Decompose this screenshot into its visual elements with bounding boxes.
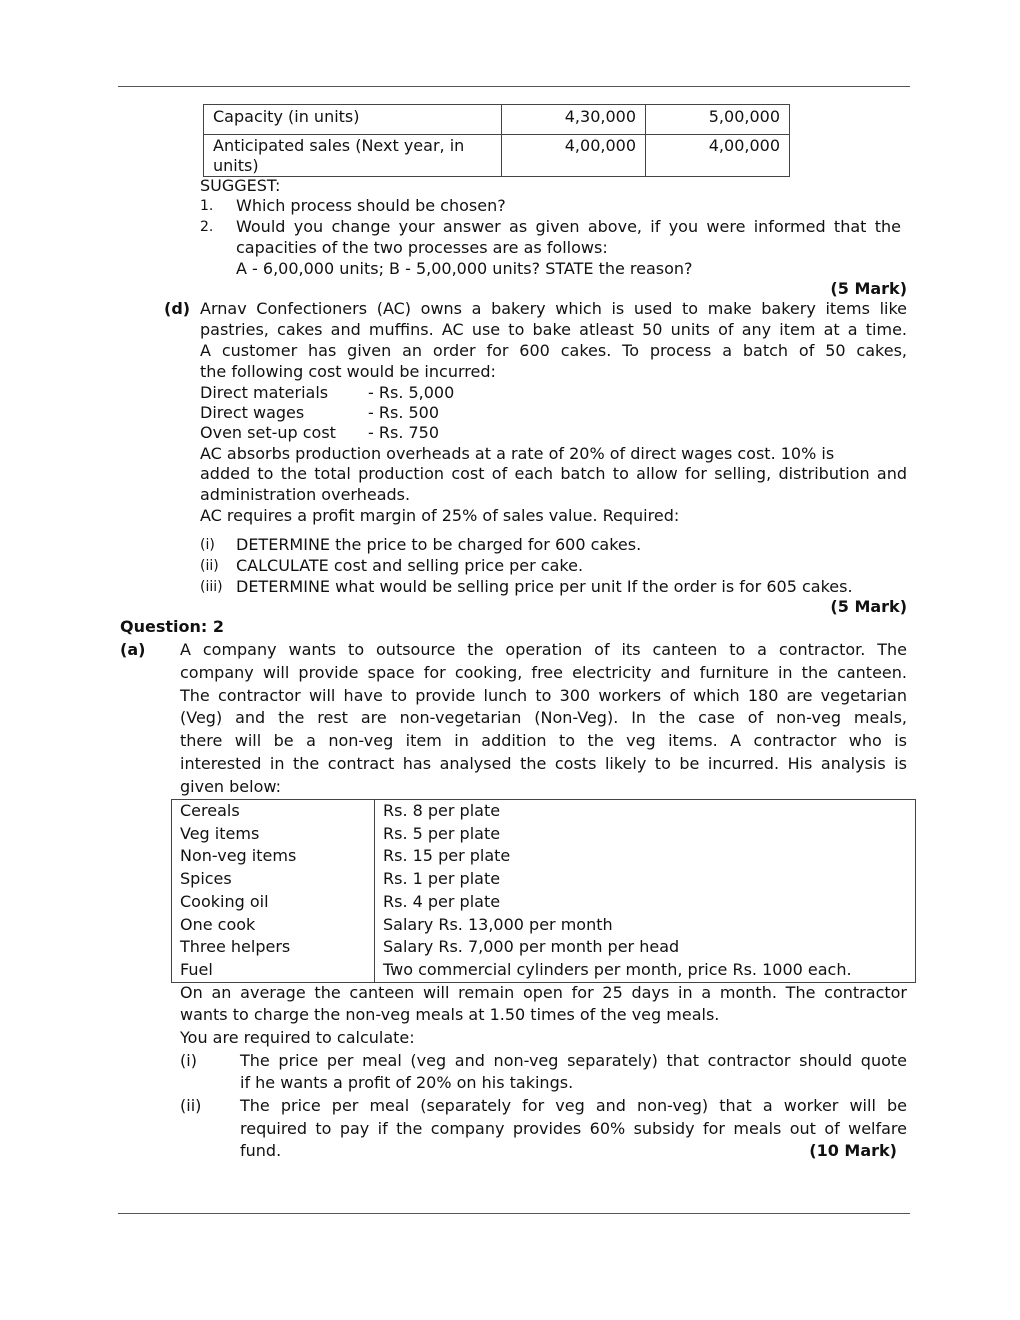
table-cell: Veg items	[172, 823, 375, 846]
list-number: (ii)	[180, 1096, 202, 1115]
table-row	[172, 959, 916, 982]
marks-label: (5 Mark)	[830, 279, 907, 298]
table-cell: Rs. 5 per plate	[383, 823, 501, 843]
table-row	[172, 914, 916, 937]
table-cell: Cereals	[172, 800, 375, 823]
table-cell: Rs. 1 per plate	[383, 869, 501, 889]
paragraph-line: AC absorbs production overheads at a rate of 20% of direct wages cost. 10% is	[200, 444, 835, 463]
canteen-cost-table	[171, 799, 916, 983]
list-number: (i)	[180, 1051, 197, 1070]
paragraph-line: A company wants to outsource the operation of its canteen to a contractor. The	[180, 640, 907, 659]
list-item-line: capacities of the two processes are as follows:	[236, 238, 608, 257]
table-row	[172, 936, 916, 959]
table-row	[172, 891, 916, 914]
part-a-label: (a)	[120, 640, 146, 659]
table-row	[204, 105, 790, 135]
paragraph-line: (Veg) and the rest are non-vegetarian (Non-Veg). In the case of non-veg meals,	[180, 708, 907, 727]
table-row	[172, 823, 916, 846]
marks-label: (10 Mark)	[809, 1141, 897, 1160]
paragraph-line: AC requires a profit margin of 25% of sales value. Required:	[200, 506, 680, 525]
table-cell: 4,00,000	[502, 135, 646, 177]
list-item: DETERMINE the price to be charged for 600 cakes.	[236, 535, 642, 554]
table-cell: 4,00,000	[646, 135, 790, 177]
table-cell: Capacity (in units)	[204, 105, 502, 135]
table-cell: Three helpers	[172, 936, 375, 959]
table-cell: Rs. 8 per plate	[383, 801, 501, 820]
cell-line: Anticipated sales (Next year, in	[213, 136, 465, 155]
table-cell: Rs. 15 per plate	[383, 846, 511, 866]
cost-value: - Rs. 750	[368, 423, 440, 442]
list-number: (iii)	[200, 579, 223, 595]
list-item: DETERMINE what would be selling price per unit If the order is for 605 cakes.	[236, 577, 853, 596]
table-cell: Non-veg items	[172, 845, 375, 868]
paragraph-line: interested in the contract has analysed the costs likely to be incurred. His analysis is	[180, 754, 907, 773]
table-cell: Cooking oil	[172, 891, 375, 914]
table-cell: Spices	[172, 868, 375, 891]
suggest-label: SUGGEST:	[200, 176, 281, 195]
table-cell: Salary Rs. 13,000 per month	[383, 914, 613, 934]
table-cell: Rs. 4 per plate	[383, 891, 501, 911]
table-cell: One cook	[172, 914, 375, 937]
table-cell: Salary Rs. 7,000 per month per head	[383, 937, 680, 957]
table-cell: Two commercial cylinders per month, price Rs. 1000 each.	[383, 959, 852, 979]
paragraph-line: The contractor will have to provide lunch to 300 workers of which 180 are vegetarian	[180, 686, 907, 705]
paragraph-line: given below:	[180, 777, 281, 796]
list-item-line: fund.	[240, 1141, 282, 1160]
table-row	[172, 800, 916, 823]
paragraph-line: administration overheads.	[200, 485, 411, 504]
paragraph-line: A customer has given an order for 600 cakes. To process a batch of 50 cakes,	[200, 341, 907, 360]
paragraph-line: You are required to calculate:	[180, 1028, 415, 1047]
table-cell	[204, 135, 502, 177]
list-item-line: required to pay if the company provides 60% subsidy for meals out of welfare	[240, 1119, 907, 1138]
paragraph-line: there will be a non-veg item in addition to the veg items. A contractor who is	[180, 731, 907, 750]
list-item: The price per meal (separately for veg and non-veg) that a worker will be	[240, 1096, 907, 1115]
capacity-table	[203, 104, 790, 177]
cost-name: Direct materials	[200, 383, 329, 402]
paragraph-line: the following cost would be incurred:	[200, 362, 496, 381]
paragraph-line: added to the total production cost of each batch to allow for selling, distribution and	[200, 464, 907, 483]
list-item-line: if he wants a profit of 20% on his takings.	[240, 1073, 574, 1092]
list-item: The price per meal (veg and non-veg separately) that contractor should quote	[240, 1051, 907, 1070]
cost-name: Direct wages	[200, 403, 305, 422]
paragraph-line: company will provide space for cooking, free electricity and furniture in the canteen.	[180, 663, 907, 682]
marks-label: (5 Mark)	[830, 597, 907, 616]
list-number: (ii)	[200, 558, 219, 574]
list-number: 2.	[200, 219, 214, 235]
table-row	[172, 845, 916, 868]
paragraph-line: Arnav Confectioners (AC) owns a bakery which is used to make bakery items like	[200, 299, 907, 318]
list-number: 1.	[200, 198, 214, 214]
table-row	[204, 135, 790, 177]
list-item: Which process should be chosen?	[236, 196, 506, 215]
part-d-label: (d)	[164, 299, 191, 318]
cost-name: Oven set-up cost	[200, 423, 336, 442]
list-item: Would you change your answer as given above, if you were informed that the	[236, 217, 901, 236]
cell-line: units)	[213, 156, 259, 175]
list-item: CALCULATE cost and selling price per cake.	[236, 556, 584, 575]
paragraph-line: On an average the canteen will remain open for 25 days in a month. The contractor	[180, 983, 907, 1002]
cost-value: - Rs. 5,000	[368, 383, 455, 402]
footer-rule	[118, 1213, 910, 1214]
table-cell: 4,30,000	[502, 105, 646, 135]
paragraph-line: wants to charge the non-veg meals at 1.50 times of the veg meals.	[180, 1005, 720, 1024]
table-cell: Fuel	[172, 959, 375, 982]
list-number: (i)	[200, 537, 215, 553]
question-heading: Question: 2	[120, 617, 224, 636]
table-row	[172, 868, 916, 891]
cost-value: - Rs. 500	[368, 403, 440, 422]
list-item-line: A - 6,00,000 units; B - 5,00,000 units? STATE the reason?	[236, 259, 693, 278]
paragraph-line: pastries, cakes and muffins. AC use to bake atleast 50 units of any item at a time.	[200, 320, 907, 339]
header-rule	[118, 86, 910, 87]
table-cell: 5,00,000	[646, 105, 790, 135]
